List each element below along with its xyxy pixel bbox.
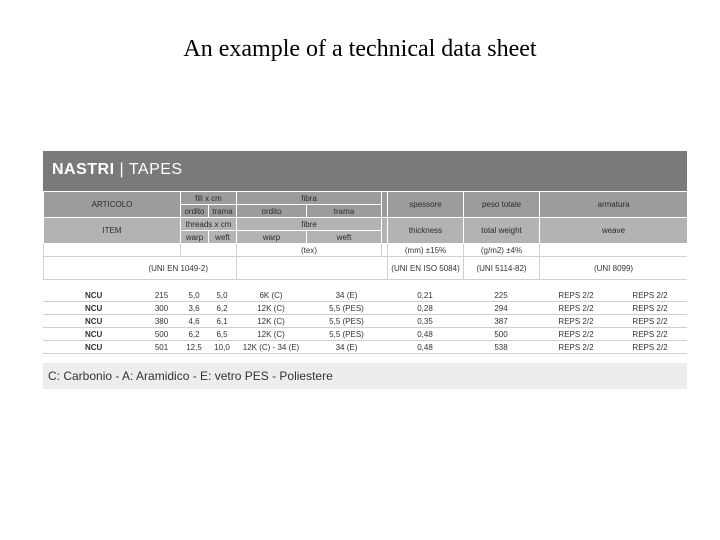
standards-row xyxy=(44,257,688,280)
cell-weft: 5,0 xyxy=(208,289,236,302)
cell-weave1: REPS 2/2 xyxy=(539,328,613,341)
cell-fibre-warp: 6K (C) xyxy=(236,289,306,302)
cell-weave1: REPS 2/2 xyxy=(539,302,613,315)
cell-fibre-weft: 34 (E) xyxy=(306,341,387,354)
std-uni-8099: (UNI 8099) xyxy=(540,257,687,280)
standards-empty xyxy=(237,257,388,280)
col-ordito: ordito xyxy=(181,205,209,218)
col-fibre: fibre xyxy=(237,218,382,231)
heading-bold: NASTRI xyxy=(52,161,115,178)
cell-weight: 294 xyxy=(463,302,539,315)
cell-fibre-warp: 12K (C) - 34 (E) xyxy=(236,341,306,354)
cell-weave1: REPS 2/2 xyxy=(539,289,613,302)
cell-name: NCU xyxy=(43,341,143,354)
cell-weave2: REPS 2/2 xyxy=(613,315,687,328)
unit-mm: (mm) ±15% xyxy=(388,244,464,257)
slide-title: An example of a technical data sheet xyxy=(183,36,537,62)
cell-warp: 4,6 xyxy=(180,315,208,328)
col-thickness: thickness xyxy=(388,218,464,244)
col-spessore: spessore xyxy=(388,192,464,218)
cell-weft: 6,2 xyxy=(208,302,236,315)
cell-weave2: REPS 2/2 xyxy=(613,302,687,315)
cell-name: NCU xyxy=(43,289,143,302)
col-fibra: fibra xyxy=(237,192,382,205)
sheet-header-band xyxy=(43,151,687,191)
cell-weave1: REPS 2/2 xyxy=(539,315,613,328)
std-uni-en-1049-2: (UNI EN 1049-2) xyxy=(44,257,237,280)
header-grid xyxy=(43,191,687,280)
cell-weave2: REPS 2/2 xyxy=(613,328,687,341)
cell-thickness: 0,48 xyxy=(387,328,463,341)
units-empty xyxy=(181,244,237,257)
std-uni-en-iso-5084: (UNI EN ISO 5084) xyxy=(388,257,464,280)
cell-name: NCU xyxy=(43,328,143,341)
cell-weft: 6,1 xyxy=(208,315,236,328)
header-en-row-1 xyxy=(44,218,688,231)
cell-thickness: 0,21 xyxy=(387,289,463,302)
cell-fibre-warp: 12K (C) xyxy=(236,328,306,341)
col-warp: warp xyxy=(181,231,209,244)
fibre-legend: C: Carbonio - A: Aramidico - E: vetro PES - Poliestere xyxy=(43,363,687,389)
cell-warp: 5,0 xyxy=(180,289,208,302)
cell-warp: 6,2 xyxy=(180,328,208,341)
col-fibre-weft: weft xyxy=(307,231,382,244)
cell-warp: 3,6 xyxy=(180,302,208,315)
table-row xyxy=(43,341,687,354)
cell-weight: 500 xyxy=(463,328,539,341)
cell-fibre-warp: 12K (C) xyxy=(236,315,306,328)
cell-weave1: REPS 2/2 xyxy=(539,341,613,354)
cell-thickness: 0,48 xyxy=(387,341,463,354)
col-fili-x-cm: fili x cm xyxy=(181,192,237,205)
cell-fibre-weft: 5,5 (PES) xyxy=(306,315,387,328)
table-row xyxy=(43,315,687,328)
table-row xyxy=(43,302,687,315)
col-weave: weave xyxy=(540,218,687,244)
table-row xyxy=(43,328,687,341)
col-total-weight: total weight xyxy=(464,218,540,244)
cell-weft: 6,5 xyxy=(208,328,236,341)
cell-weft: 10,0 xyxy=(208,341,236,354)
technical-data-sheet xyxy=(43,151,687,389)
units-row xyxy=(44,244,688,257)
data-table xyxy=(43,289,687,354)
cell-fibre-weft: 5,5 (PES) xyxy=(306,302,387,315)
cell-thickness: 0,35 xyxy=(387,315,463,328)
cell-weight: 538 xyxy=(463,341,539,354)
cell-code: 500 xyxy=(143,328,180,341)
col-fibra-trama: trama xyxy=(307,205,382,218)
cell-weave2: REPS 2/2 xyxy=(613,289,687,302)
sheet-heading xyxy=(52,161,183,179)
cell-name: NCU xyxy=(43,315,143,328)
col-item: ITEM xyxy=(44,218,181,244)
cell-code: 501 xyxy=(143,341,180,354)
std-uni-5114-82: (UNI 5114-82) xyxy=(464,257,540,280)
cell-thickness: 0,28 xyxy=(387,302,463,315)
cell-fibre-warp: 12K (C) xyxy=(236,302,306,315)
units-empty xyxy=(44,244,181,257)
cell-weight: 225 xyxy=(463,289,539,302)
cell-code: 215 xyxy=(143,289,180,302)
col-peso-totale: peso totale xyxy=(464,192,540,218)
cell-weight: 387 xyxy=(463,315,539,328)
col-fibra-ordito: ordito xyxy=(237,205,307,218)
units-empty xyxy=(540,244,687,257)
cell-warp: 12,5 xyxy=(180,341,208,354)
cell-code: 300 xyxy=(143,302,180,315)
cell-code: 380 xyxy=(143,315,180,328)
header-it-row-1 xyxy=(44,192,688,205)
col-weft: weft xyxy=(209,231,237,244)
col-threads-x-cm: threads x cm xyxy=(181,218,237,231)
col-articolo: ARTICOLO xyxy=(44,192,181,218)
unit-tex: (tex) xyxy=(237,244,382,257)
heading-rest: | TAPES xyxy=(114,161,183,178)
cell-weave2: REPS 2/2 xyxy=(613,341,687,354)
col-trama: trama xyxy=(209,205,237,218)
col-fibre-warp: warp xyxy=(237,231,307,244)
cell-fibre-weft: 34 (E) xyxy=(306,289,387,302)
cell-fibre-weft: 5,5 (PES) xyxy=(306,328,387,341)
cell-name: NCU xyxy=(43,302,143,315)
unit-gm2: (g/m2) ±4% xyxy=(464,244,540,257)
col-armatura: armatura xyxy=(540,192,687,218)
table-row xyxy=(43,289,687,302)
